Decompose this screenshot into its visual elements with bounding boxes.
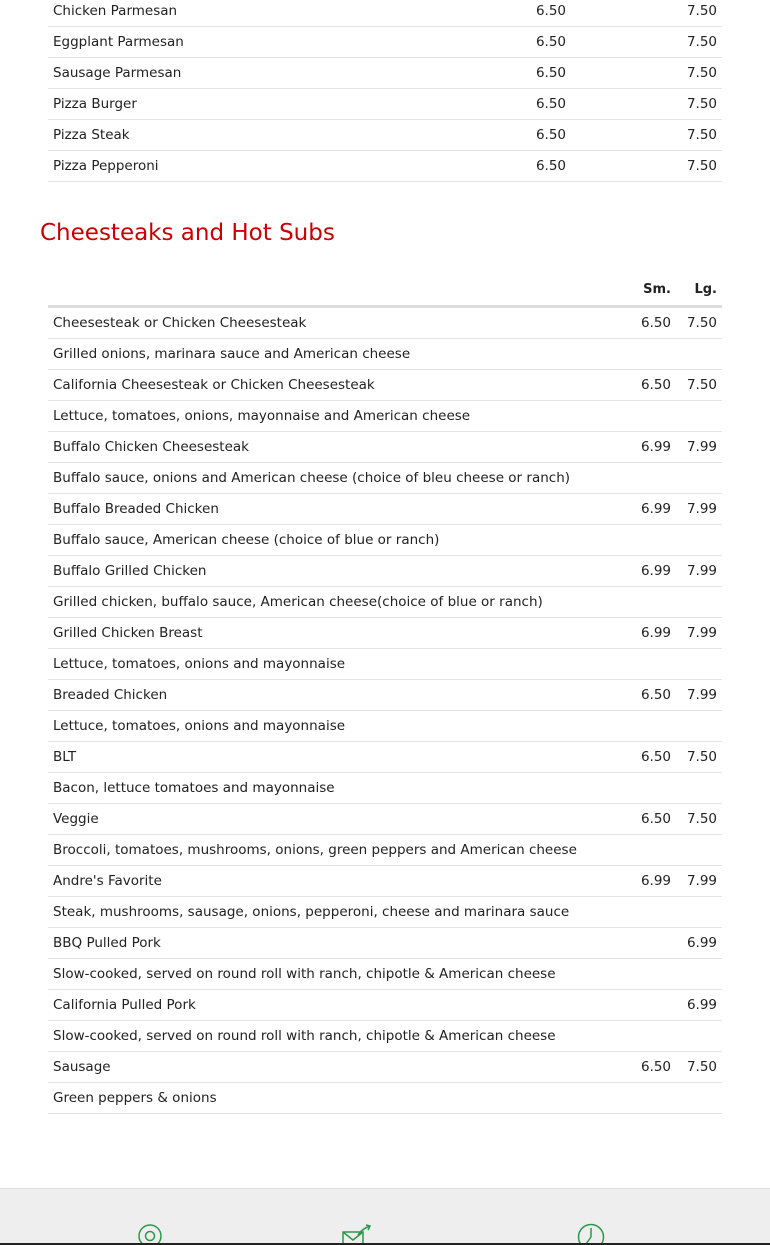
menu-row <box>48 0 722 27</box>
price-large: 7.50 <box>571 120 722 151</box>
price-large <box>676 1083 722 1114</box>
price-large <box>676 649 722 680</box>
item-name: BLT <box>48 742 630 773</box>
price-small: 6.50 <box>508 0 571 27</box>
price-large <box>676 711 722 742</box>
price-large <box>676 1021 722 1052</box>
price-large <box>676 773 722 804</box>
menu-row <box>48 339 722 370</box>
menu-row <box>48 494 722 525</box>
price-small <box>630 711 676 742</box>
item-name: Broccoli, tomatoes, mushrooms, onions, green peppers and American cheese <box>48 835 630 866</box>
price-large <box>676 897 722 928</box>
table-header-row <box>48 274 722 307</box>
menu-row <box>48 401 722 432</box>
cheesesteaks-menu-table <box>48 274 722 1114</box>
price-large: 7.99 <box>676 494 722 525</box>
price-small: 6.50 <box>630 1052 676 1083</box>
header-large-label: Lg. <box>676 274 722 307</box>
menu-row <box>48 307 722 339</box>
header-name-cell <box>48 274 630 307</box>
item-name: Buffalo sauce, onions and American cheese (choice of bleu cheese or ranch) <box>48 463 630 494</box>
item-name: Andre's Favorite <box>48 866 630 897</box>
price-small <box>630 401 676 432</box>
item-name: Buffalo sauce, American cheese (choice of blue or ranch) <box>48 525 630 556</box>
item-name: Chicken Parmesan <box>48 0 508 27</box>
item-name: Lettuce, tomatoes, onions and mayonnaise <box>48 649 630 680</box>
price-small <box>630 835 676 866</box>
price-large <box>676 959 722 990</box>
price-small: 6.50 <box>630 804 676 835</box>
price-small <box>630 463 676 494</box>
menu-row <box>48 525 722 556</box>
price-large: 7.50 <box>676 307 722 339</box>
item-name: Buffalo Breaded Chicken <box>48 494 630 525</box>
price-small <box>630 928 676 959</box>
menu-row <box>48 835 722 866</box>
item-name: Pizza Burger <box>48 89 508 120</box>
menu-row <box>48 618 722 649</box>
price-large <box>676 835 722 866</box>
item-name: Lettuce, tomatoes, onions, mayonnaise and American cheese <box>48 401 630 432</box>
footer-bar <box>0 1188 770 1245</box>
price-large: 7.50 <box>676 370 722 401</box>
price-small <box>630 773 676 804</box>
price-small <box>630 587 676 618</box>
item-name: Green peppers & onions <box>48 1083 630 1114</box>
price-large <box>676 525 722 556</box>
price-small <box>630 990 676 1021</box>
menu-row <box>48 1021 722 1052</box>
menu-row <box>48 928 722 959</box>
item-name: Grilled onions, marinara sauce and American cheese <box>48 339 630 370</box>
item-name: California Cheesesteak or Chicken Cheesesteak <box>48 370 630 401</box>
item-name: Slow-cooked, served on round roll with ranch, chipotle & American cheese <box>48 959 630 990</box>
price-large <box>676 463 722 494</box>
price-large: 6.99 <box>676 990 722 1021</box>
clock-icon[interactable] <box>577 1223 603 1245</box>
menu-row <box>48 897 722 928</box>
location-icon[interactable] <box>137 1223 163 1245</box>
menu-row <box>48 89 722 120</box>
item-name: Lettuce, tomatoes, onions and mayonnaise <box>48 711 630 742</box>
price-small <box>630 959 676 990</box>
price-small: 6.50 <box>508 58 571 89</box>
price-large <box>676 339 722 370</box>
price-small: 6.50 <box>630 680 676 711</box>
item-name: Buffalo Chicken Cheesesteak <box>48 432 630 463</box>
price-large: 7.99 <box>676 432 722 463</box>
menu-row <box>48 959 722 990</box>
section-title-cheesesteaks: Cheesteaks and Hot Subs <box>40 220 335 246</box>
price-large: 7.50 <box>676 1052 722 1083</box>
price-large <box>676 401 722 432</box>
item-name: California Pulled Pork <box>48 990 630 1021</box>
menu-row <box>48 773 722 804</box>
menu-row <box>48 463 722 494</box>
price-small: 6.50 <box>508 151 571 182</box>
price-large: 7.50 <box>571 27 722 58</box>
menu-row <box>48 804 722 835</box>
price-small <box>630 897 676 928</box>
menu-row <box>48 1052 722 1083</box>
price-small <box>630 525 676 556</box>
item-name: Bacon, lettuce tomatoes and mayonnaise <box>48 773 630 804</box>
price-small: 6.99 <box>630 866 676 897</box>
item-name: Grilled Chicken Breast <box>48 618 630 649</box>
menu-row <box>48 990 722 1021</box>
menu-row <box>48 556 722 587</box>
price-large: 7.99 <box>676 866 722 897</box>
item-name: Grilled chicken, buffalo sauce, American cheese(choice of blue or ranch) <box>48 587 630 618</box>
header-small-label: Sm. <box>630 274 676 307</box>
item-name: Cheesesteak or Chicken Cheesesteak <box>48 307 630 339</box>
item-name: Pizza Pepperoni <box>48 151 508 182</box>
item-name: Breaded Chicken <box>48 680 630 711</box>
price-large: 7.99 <box>676 556 722 587</box>
price-small <box>630 339 676 370</box>
price-small <box>630 1083 676 1114</box>
item-name: Buffalo Grilled Chicken <box>48 556 630 587</box>
menu-row <box>48 27 722 58</box>
price-large: 7.50 <box>571 151 722 182</box>
parmesan-menu-table <box>48 0 722 182</box>
price-small: 6.50 <box>508 27 571 58</box>
price-small: 6.50 <box>508 89 571 120</box>
price-large: 7.50 <box>676 804 722 835</box>
price-small: 6.50 <box>630 742 676 773</box>
menu-row <box>48 649 722 680</box>
menu-row <box>48 587 722 618</box>
menu-row <box>48 151 722 182</box>
menu-row <box>48 58 722 89</box>
item-name: Sausage <box>48 1052 630 1083</box>
price-small <box>630 1021 676 1052</box>
price-large: 7.50 <box>676 742 722 773</box>
item-name: BBQ Pulled Pork <box>48 928 630 959</box>
menu-row <box>48 680 722 711</box>
price-small: 6.99 <box>630 556 676 587</box>
item-name: Veggie <box>48 804 630 835</box>
email-icon[interactable] <box>342 1223 368 1245</box>
price-small: 6.50 <box>630 370 676 401</box>
item-name: Slow-cooked, served on round roll with ranch, chipotle & American cheese <box>48 1021 630 1052</box>
item-name: Eggplant Parmesan <box>48 27 508 58</box>
price-small: 6.99 <box>630 494 676 525</box>
menu-row <box>48 711 722 742</box>
price-large: 6.99 <box>676 928 722 959</box>
menu-row <box>48 1083 722 1114</box>
price-large: 7.50 <box>571 89 722 120</box>
menu-row <box>48 120 722 151</box>
item-name: Sausage Parmesan <box>48 58 508 89</box>
item-name: Pizza Steak <box>48 120 508 151</box>
price-small: 6.99 <box>630 432 676 463</box>
price-small: 6.99 <box>630 618 676 649</box>
price-small: 6.50 <box>630 307 676 339</box>
menu-row <box>48 370 722 401</box>
price-small: 6.50 <box>508 120 571 151</box>
price-large: 7.50 <box>571 0 722 27</box>
price-small <box>630 649 676 680</box>
menu-row <box>48 742 722 773</box>
price-large: 7.50 <box>571 58 722 89</box>
menu-row <box>48 866 722 897</box>
price-large <box>676 587 722 618</box>
menu-row <box>48 432 722 463</box>
price-large: 7.99 <box>676 680 722 711</box>
price-large: 7.99 <box>676 618 722 649</box>
item-name: Steak, mushrooms, sausage, onions, pepperoni, cheese and marinara sauce <box>48 897 630 928</box>
